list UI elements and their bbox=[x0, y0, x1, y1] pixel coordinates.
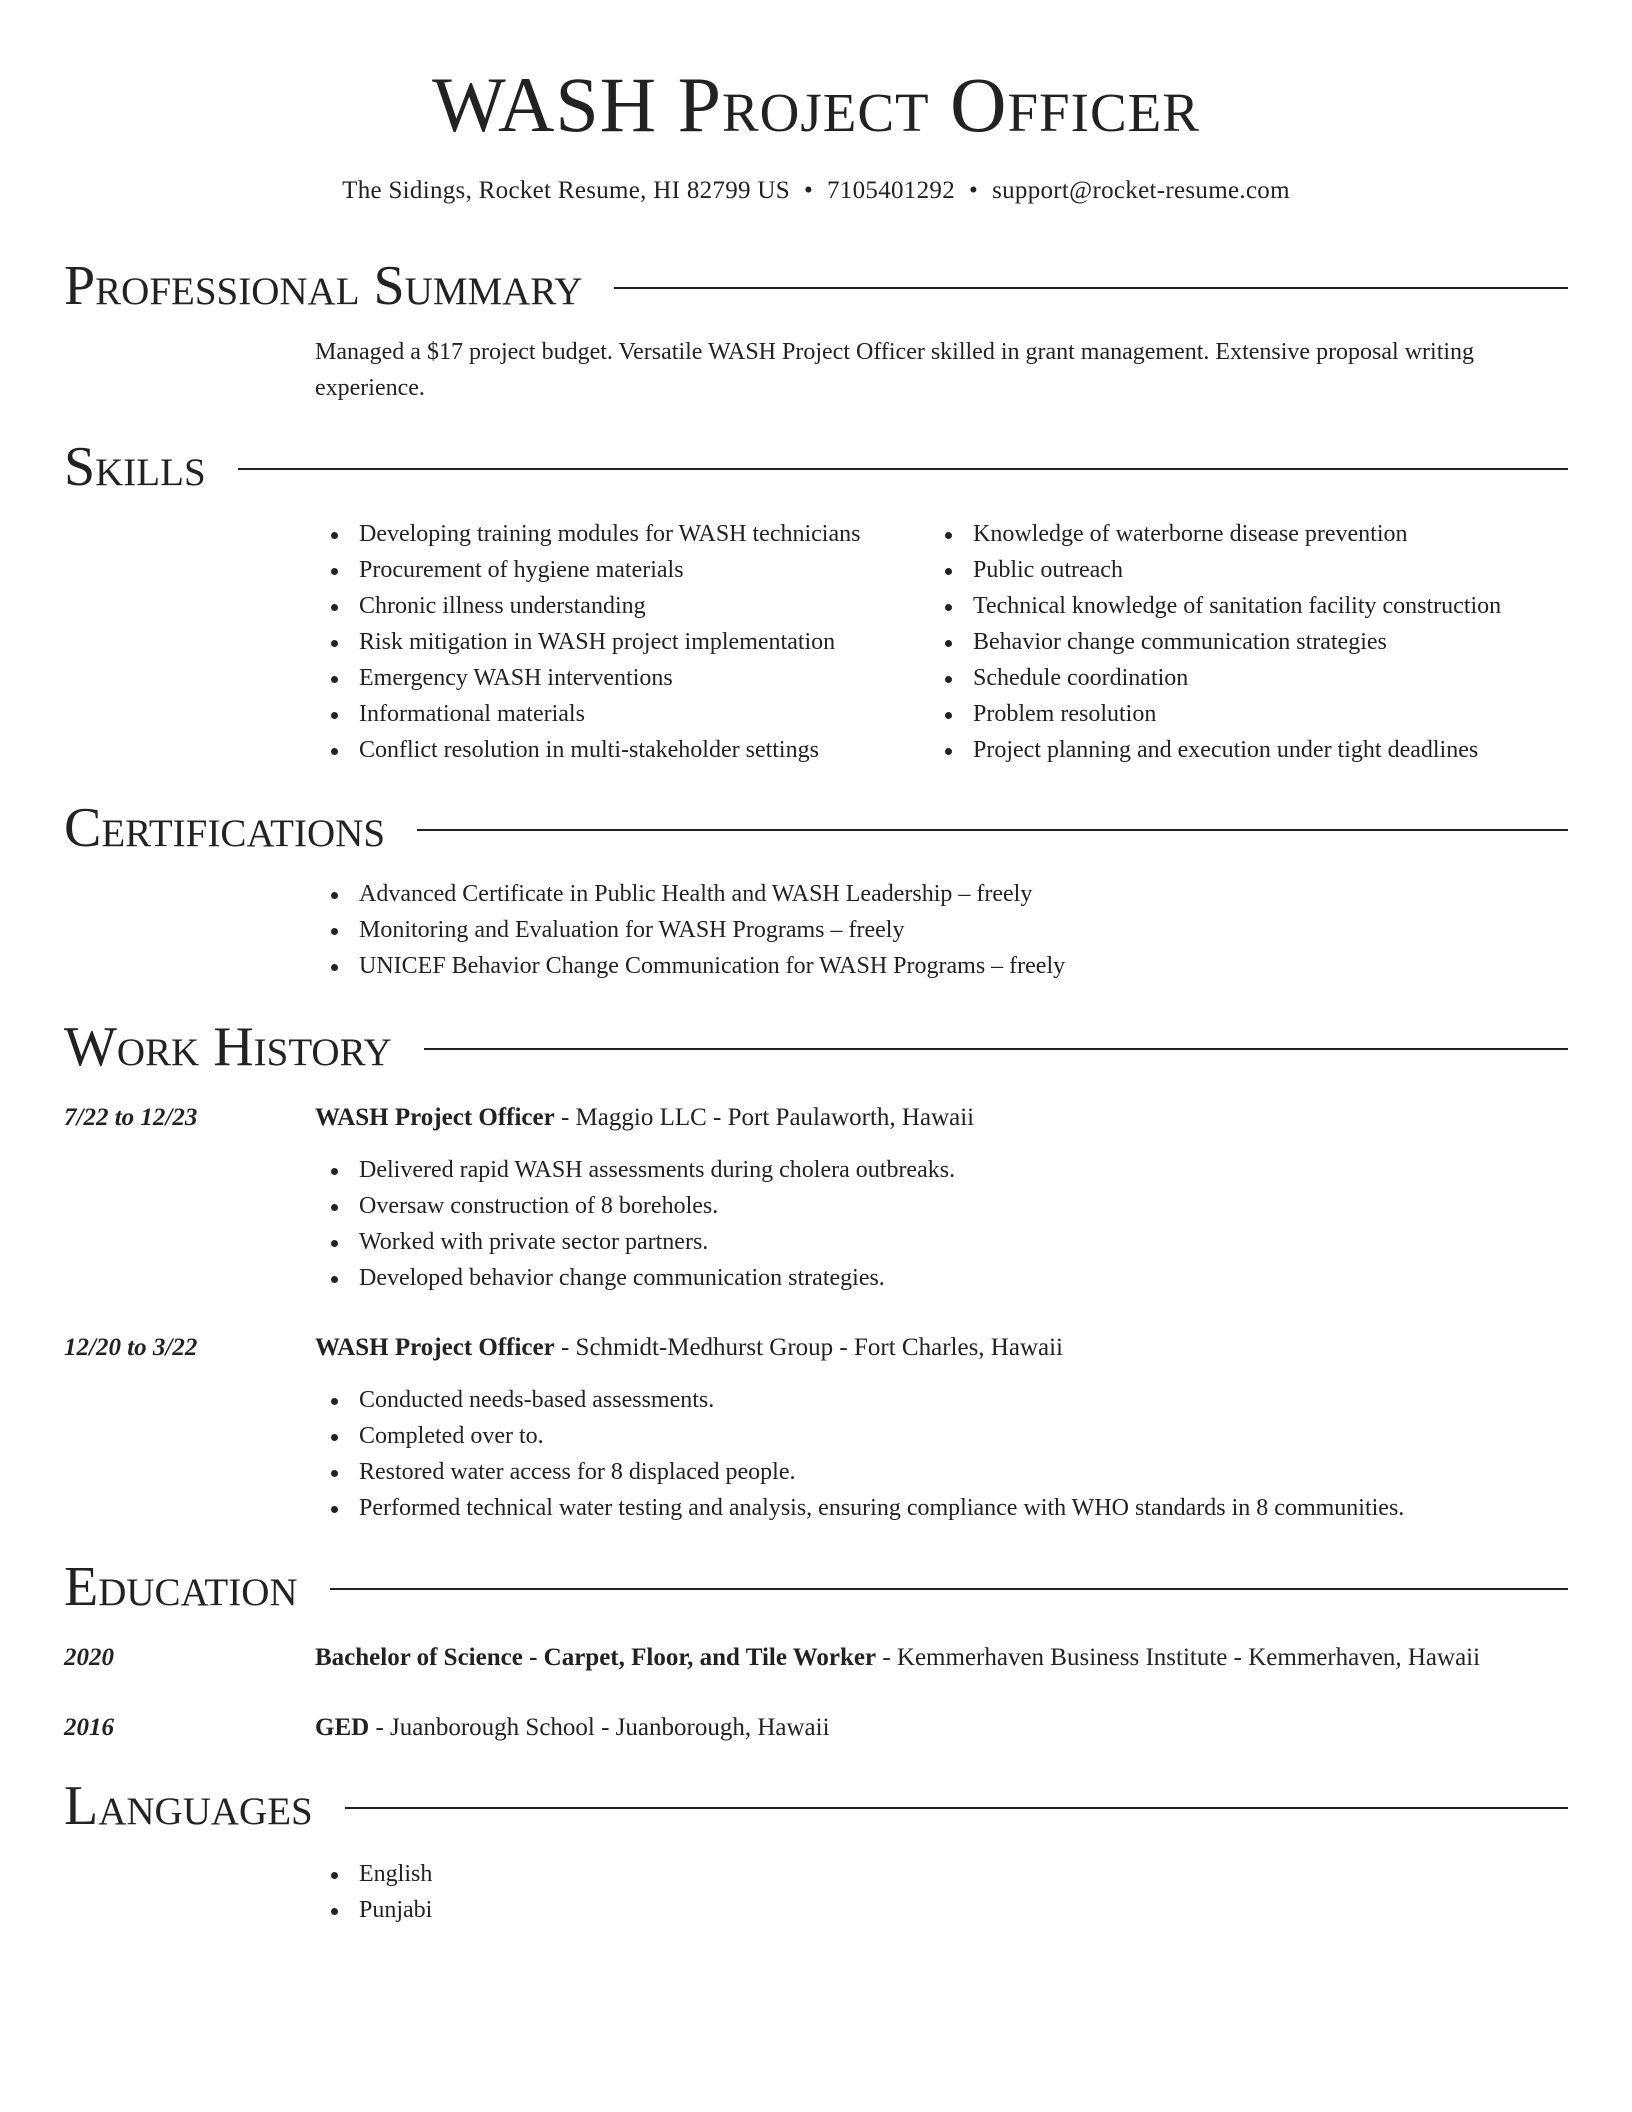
section-header-summary bbox=[64, 256, 1568, 316]
skill-item: Risk mitigation in WASH project implementation bbox=[315, 624, 860, 660]
job-bullet-item: Restored water access for 8 displaced people. bbox=[315, 1454, 1404, 1490]
skill-item: Knowledge of waterborne disease prevention bbox=[929, 516, 1501, 552]
section-header-work-history bbox=[64, 1017, 1568, 1077]
job-employer-location: - Schmidt-Medhurst Group - Fort Charles, Hawaii bbox=[554, 1334, 1063, 1361]
contact-email: support@rocket-resume.com bbox=[992, 177, 1290, 204]
education-degree: GED bbox=[315, 1714, 370, 1741]
section-divider bbox=[424, 1048, 1568, 1050]
education-school-location: - Juanborough School - Juanborough, Hawaii bbox=[369, 1714, 830, 1741]
job-dates: 7/22 to 12/23 bbox=[64, 1104, 198, 1131]
skill-item: Problem resolution bbox=[929, 696, 1501, 732]
certification-item: UNICEF Behavior Change Communication for WASH Programs – freely bbox=[315, 948, 1065, 984]
job-title: WASH Project Officer bbox=[315, 1104, 555, 1131]
contact-separator: • bbox=[969, 177, 979, 204]
section-divider bbox=[614, 287, 1568, 289]
education-year: 2016 bbox=[64, 1714, 114, 1741]
section-title-education: Education bbox=[64, 1556, 298, 1618]
section-title-work-history: Work History bbox=[64, 1016, 392, 1078]
job-employer-location: - Maggio LLC - Port Paulaworth, Hawaii bbox=[554, 1104, 975, 1131]
skill-item: Chronic illness understanding bbox=[315, 588, 860, 624]
skill-item: Informational materials bbox=[315, 696, 860, 732]
contact-address: The Sidings, Rocket Resume, HI 82799 US bbox=[342, 177, 790, 204]
skill-item: Procurement of hygiene materials bbox=[315, 552, 860, 588]
language-item: English bbox=[315, 1856, 432, 1892]
job-bullet-item: Oversaw construction of 8 boreholes. bbox=[315, 1188, 955, 1224]
contact-separator: • bbox=[803, 177, 813, 204]
job-bullet-item: Delivered rapid WASH assessments during cholera outbreaks. bbox=[315, 1152, 955, 1188]
skill-item: Behavior change communication strategies bbox=[929, 624, 1501, 660]
section-title-languages: Languages bbox=[64, 1775, 313, 1837]
section-divider bbox=[417, 829, 1568, 831]
contact-phone: 7105401292 bbox=[827, 177, 955, 204]
section-title-skills: Skills bbox=[64, 436, 206, 498]
section-title-summary: Professional Summary bbox=[64, 255, 583, 317]
certifications-list bbox=[315, 876, 1065, 984]
section-divider bbox=[238, 468, 1568, 470]
skill-item: Schedule coordination bbox=[929, 660, 1501, 696]
skill-item: Public outreach bbox=[929, 552, 1501, 588]
job-heading bbox=[315, 1331, 1568, 1365]
certification-item: Advanced Certificate in Public Health and WASH Leadership – freely bbox=[315, 876, 1065, 912]
skill-item: Emergency WASH interventions bbox=[315, 660, 860, 696]
job-title: WASH Project Officer bbox=[315, 1334, 555, 1361]
job-bullet-item: Worked with private sector partners. bbox=[315, 1224, 955, 1260]
section-title-certifications: Certifications bbox=[64, 797, 386, 859]
section-header-skills bbox=[64, 437, 1568, 497]
education-year: 2020 bbox=[64, 1644, 114, 1671]
education-entry bbox=[315, 1641, 1568, 1675]
skills-list-left bbox=[315, 516, 860, 768]
job-bullet-item: Completed over to. bbox=[315, 1418, 1404, 1454]
job-heading bbox=[315, 1101, 1568, 1135]
certification-item: Monitoring and Evaluation for WASH Programs – freely bbox=[315, 912, 1065, 948]
education-entry bbox=[315, 1711, 1568, 1745]
job-bullets bbox=[315, 1152, 955, 1296]
education-degree: Bachelor of Science - Carpet, Floor, and Tile Worker bbox=[315, 1644, 877, 1671]
languages-list bbox=[315, 1856, 432, 1928]
section-header-languages bbox=[64, 1776, 1568, 1836]
contact-line bbox=[64, 175, 1568, 207]
section-divider bbox=[330, 1588, 1568, 1590]
section-header-certifications bbox=[64, 798, 1568, 858]
summary-text: Managed a $17 project budget. Versatile WASH Project Officer skilled in grant management. Extensive proposal writing experience. bbox=[315, 339, 1475, 401]
section-divider bbox=[345, 1807, 1568, 1809]
job-bullet-item: Developed behavior change communication strategies. bbox=[315, 1260, 955, 1296]
job-bullet-item: Performed technical water testing and analysis, ensuring compliance with WHO standards in 8 communities. bbox=[315, 1490, 1404, 1526]
job-dates: 12/20 to 3/22 bbox=[64, 1334, 198, 1361]
skill-item: Technical knowledge of sanitation facility construction bbox=[929, 588, 1501, 624]
skills-list-right bbox=[929, 516, 1501, 768]
skill-item: Conflict resolution in multi-stakeholder settings bbox=[315, 732, 860, 768]
skill-item: Developing training modules for WASH technicians bbox=[315, 516, 860, 552]
job-bullet-item: Conducted needs-based assessments. bbox=[315, 1382, 1404, 1418]
skills-grid bbox=[315, 516, 1568, 776]
resume-name-title: WASH Project Officer bbox=[432, 61, 1200, 148]
language-item: Punjabi bbox=[315, 1892, 432, 1928]
skill-item: Project planning and execution under tight deadlines bbox=[929, 732, 1501, 768]
section-header-education bbox=[64, 1557, 1568, 1617]
job-bullets bbox=[315, 1382, 1404, 1526]
education-school-location: - Kemmerhaven Business Institute - Kemmerhaven, Hawaii bbox=[876, 1644, 1481, 1671]
